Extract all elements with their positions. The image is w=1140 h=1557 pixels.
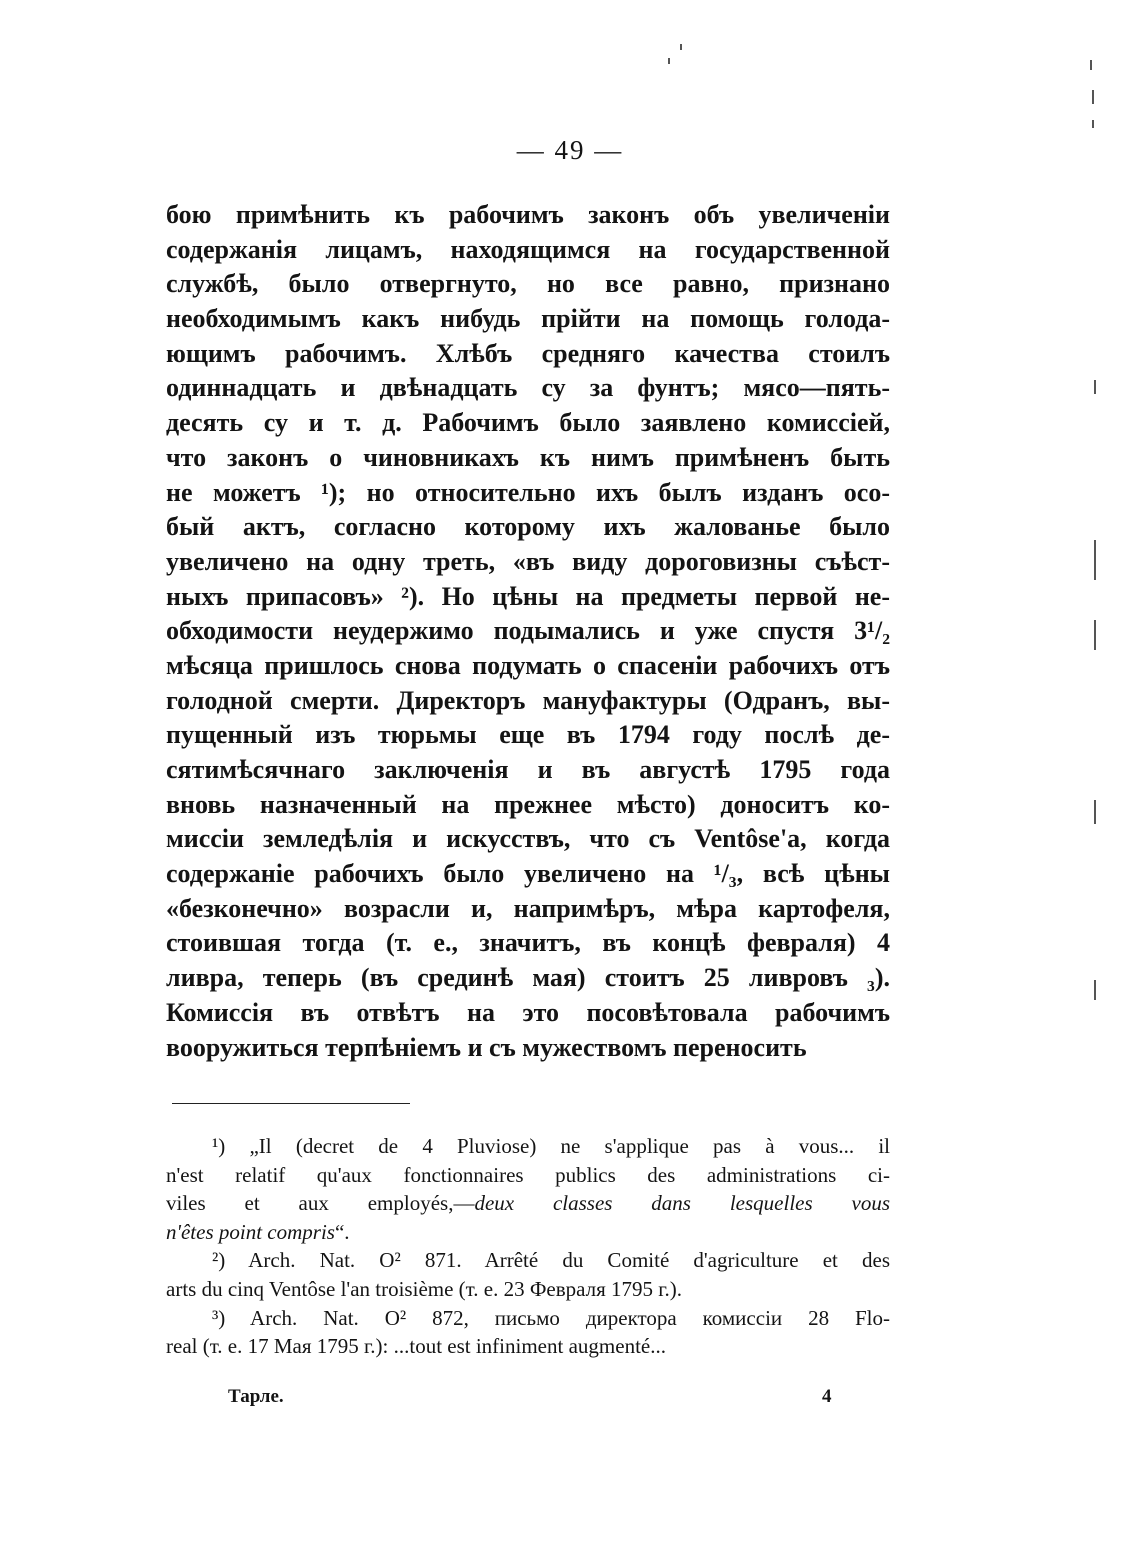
page-number: — 49 — <box>516 135 624 165</box>
text-line: одиннадцать и двѣнадцать су за фунтъ; мясо—пять- <box>166 373 890 403</box>
text-line: обходимости неудержимо подымались и уже спустя 3¹/₂ <box>166 616 890 646</box>
footnote-1-italic: n'êtes point compris <box>166 1219 335 1244</box>
text-line: Комиссія въ отвѣтъ на это посовѣтовала рабочимъ <box>166 997 890 1027</box>
text-line: вновь назначенный на прежнее мѣсто) доноситъ ко- <box>166 789 890 819</box>
scan-speck <box>668 58 670 64</box>
footnote-divider <box>172 1103 410 1104</box>
sheet-number: 4 <box>822 1386 832 1407</box>
scan-speck <box>1090 60 1092 70</box>
footnote-3-line: real (т. е. 17 Мая 1795 г.): ...tout est infiniment augmenté... <box>166 1334 666 1359</box>
printer-signature: Тарле. <box>228 1386 284 1407</box>
footnote-1-italic: deux classes dans lesquelles vous <box>474 1191 890 1216</box>
text-line: необходимымъ какъ нибудь прійти на помощь голода- <box>166 304 890 334</box>
scan-speck <box>680 44 682 50</box>
text-line: голодной смерти. Директоръ мануфактуры (Одранъ, вы- <box>166 685 890 715</box>
text-line: что законъ о чиновникахъ къ нимъ примѣненъ быть <box>166 442 890 472</box>
footnote-1-line <box>166 1218 890 1247</box>
scan-speck <box>1094 380 1096 394</box>
footnote-2-line: arts du cinq Ventôse l'an troisième (т. е. 23 Февраля 1795 г.). <box>166 1276 683 1301</box>
text-line: содержаніе рабочихъ было увеличено на ¹/₃, всѣ цѣны <box>166 859 890 889</box>
text-line: сятимѣсячнаго заключенія и въ августѣ 1795 года <box>166 755 890 784</box>
text-line: не можетъ ¹); но относительно ихъ былъ изданъ осо- <box>166 477 890 507</box>
main-text <box>166 198 890 1065</box>
scan-speck <box>1094 800 1096 824</box>
text-line: ныхъ припасовъ» ²). Но цѣны на предметы первой не- <box>166 581 890 611</box>
scan-speck <box>1092 90 1094 104</box>
text-line: бою примѣнить къ рабочимъ законъ объ увеличеніи <box>166 200 890 229</box>
text-line: содержанія лицамъ, находящимся на государственной <box>166 234 890 264</box>
text-line: стоившая тогда (т. е., значитъ, въ концѣ февраля) 4 <box>166 928 890 958</box>
text-line: службѣ, было отвергнуто, но все равно, признано <box>166 269 890 299</box>
text-line: вооружиться терпѣніемъ и съ мужествомъ переносить <box>166 1032 807 1062</box>
text-line: мѣсяца пришлось снова подумать о спасеніи рабочихъ отъ <box>166 650 890 680</box>
text-line: «безконечно» возрасли и, напримѣръ, мѣра картофеля, <box>166 893 890 923</box>
text-line: пущенный изъ тюрьмы еще въ 1794 году послѣ де- <box>166 720 890 750</box>
scan-speck <box>1092 120 1094 128</box>
footnote-1-line <box>166 1189 890 1218</box>
text-line: бый актъ, согласно которому ихъ жалованье было <box>166 512 890 542</box>
footnote-3-line: ³) Arch. Nat. O² 872, письмо директора комиссіи 28 Flo- <box>212 1305 890 1330</box>
text-line: увеличено на одну треть, «въ виду дороговизны съѣст- <box>166 546 890 576</box>
footnotes <box>166 1132 890 1361</box>
footnote-1-line: n'est relatif qu'aux fonctionnaires publics des administrations ci- <box>166 1162 890 1187</box>
footnote-2-line: ²) Arch. Nat. O² 871. Arrêté du Comité d'agriculture et des <box>212 1248 890 1273</box>
footnote-1-text: viles et aux employés,— <box>166 1191 475 1216</box>
scan-speck <box>1094 620 1096 650</box>
text-line: миссіи земледѣлія и искусствъ, что съ Ventôse'а, когда <box>166 824 890 854</box>
scan-speck <box>1094 980 1096 1000</box>
scan-speck <box>1094 540 1096 580</box>
footnote-1-line: ¹) „Il (decret de 4 Pluviose) ne s'applique pas à vous... il <box>212 1134 890 1158</box>
footnote-1-end: “. <box>334 1219 350 1244</box>
text-line: десять су и т. д. Рабочимъ было заявлено комиссіей, <box>166 408 890 438</box>
text-line: ющимъ рабочимъ. Хлѣбъ средняго качества стоилъ <box>166 338 890 368</box>
text-line: ливра, теперь (въ срединѣ мая) стоитъ 25 ливровъ ₃). <box>166 963 890 993</box>
